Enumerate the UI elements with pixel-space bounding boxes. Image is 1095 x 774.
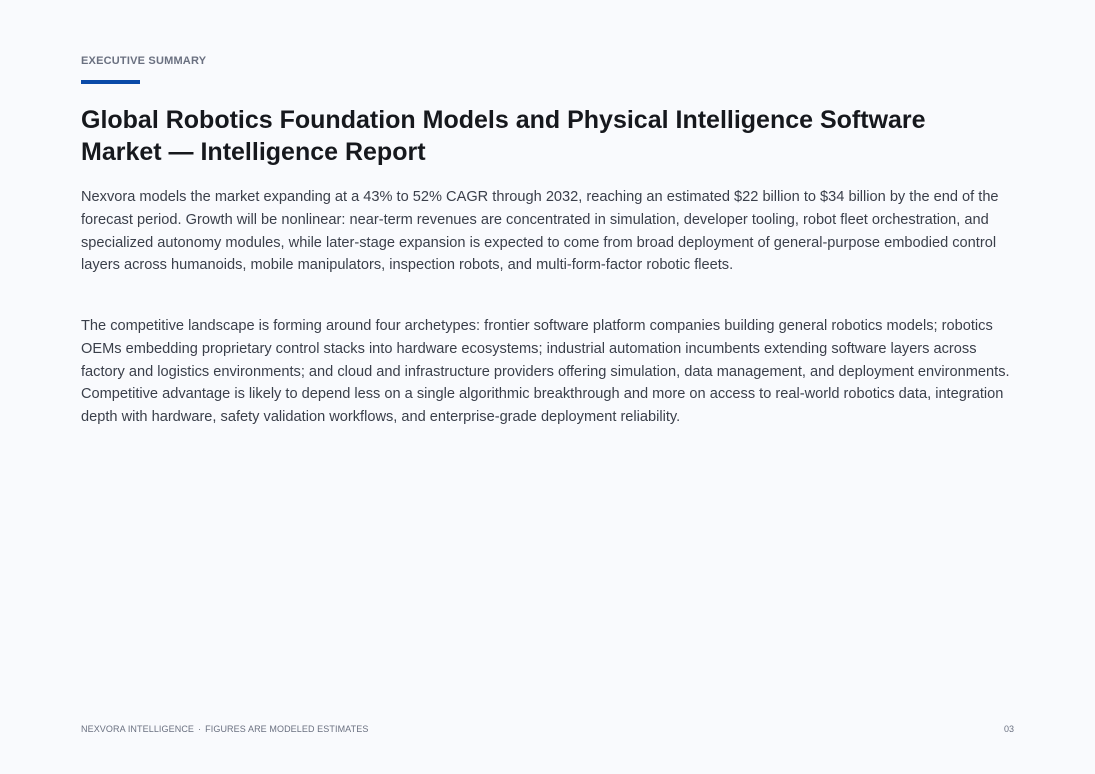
footer-note: FIGURES ARE MODELED ESTIMATES <box>205 724 369 734</box>
summary-paragraph-competitive-landscape: The competitive landscape is forming around four archetypes: frontier software platform companies building general robotics models; robotics OEMs embedding proprietary control stacks into hardware ecosystems; industrial automation incumbents extending software layers across factory and logistics environments; and cloud and infrastructure providers offering simulation, data management, and deployment environments. Competitive advantage is likely to depend less on a single algorithmic breakthrough and more on access to real-world robotics data, integration depth with hardware, safety validation workflows, and enterprise-grade deployment reliability. <box>81 318 1010 426</box>
page-title: Global Robotics Foundation Models and Physical Intelligence Software Market — Intelligence Report <box>81 106 926 166</box>
section-eyebrow: EXECUTIVE SUMMARY <box>81 55 207 67</box>
report-page <box>81 0 1014 774</box>
page-number: 03 <box>1003 724 1014 734</box>
summary-paragraph-market-outlook: Nexvora models the market expanding at a 43% to 52% CAGR through 2032, reaching an estimated $22 billion to $34 billion by the end of the forecast period. Growth will be nonlinear: near-term revenues are concentrated in simulation, developer tooling, robot fleet orchestration, and specialized autonomy modules, while later-stage expansion is expected to come from broad deployment of general-purpose embodied control layers across humanoids, mobile manipulators, inspection robots, and multi-form-factor robotic fleets. <box>81 189 999 274</box>
accent-bar <box>81 80 140 84</box>
footer-brand: NEXVORA INTELLIGENCE <box>81 724 195 734</box>
footer-separator: · <box>198 724 202 734</box>
footer-source <box>81 724 368 734</box>
